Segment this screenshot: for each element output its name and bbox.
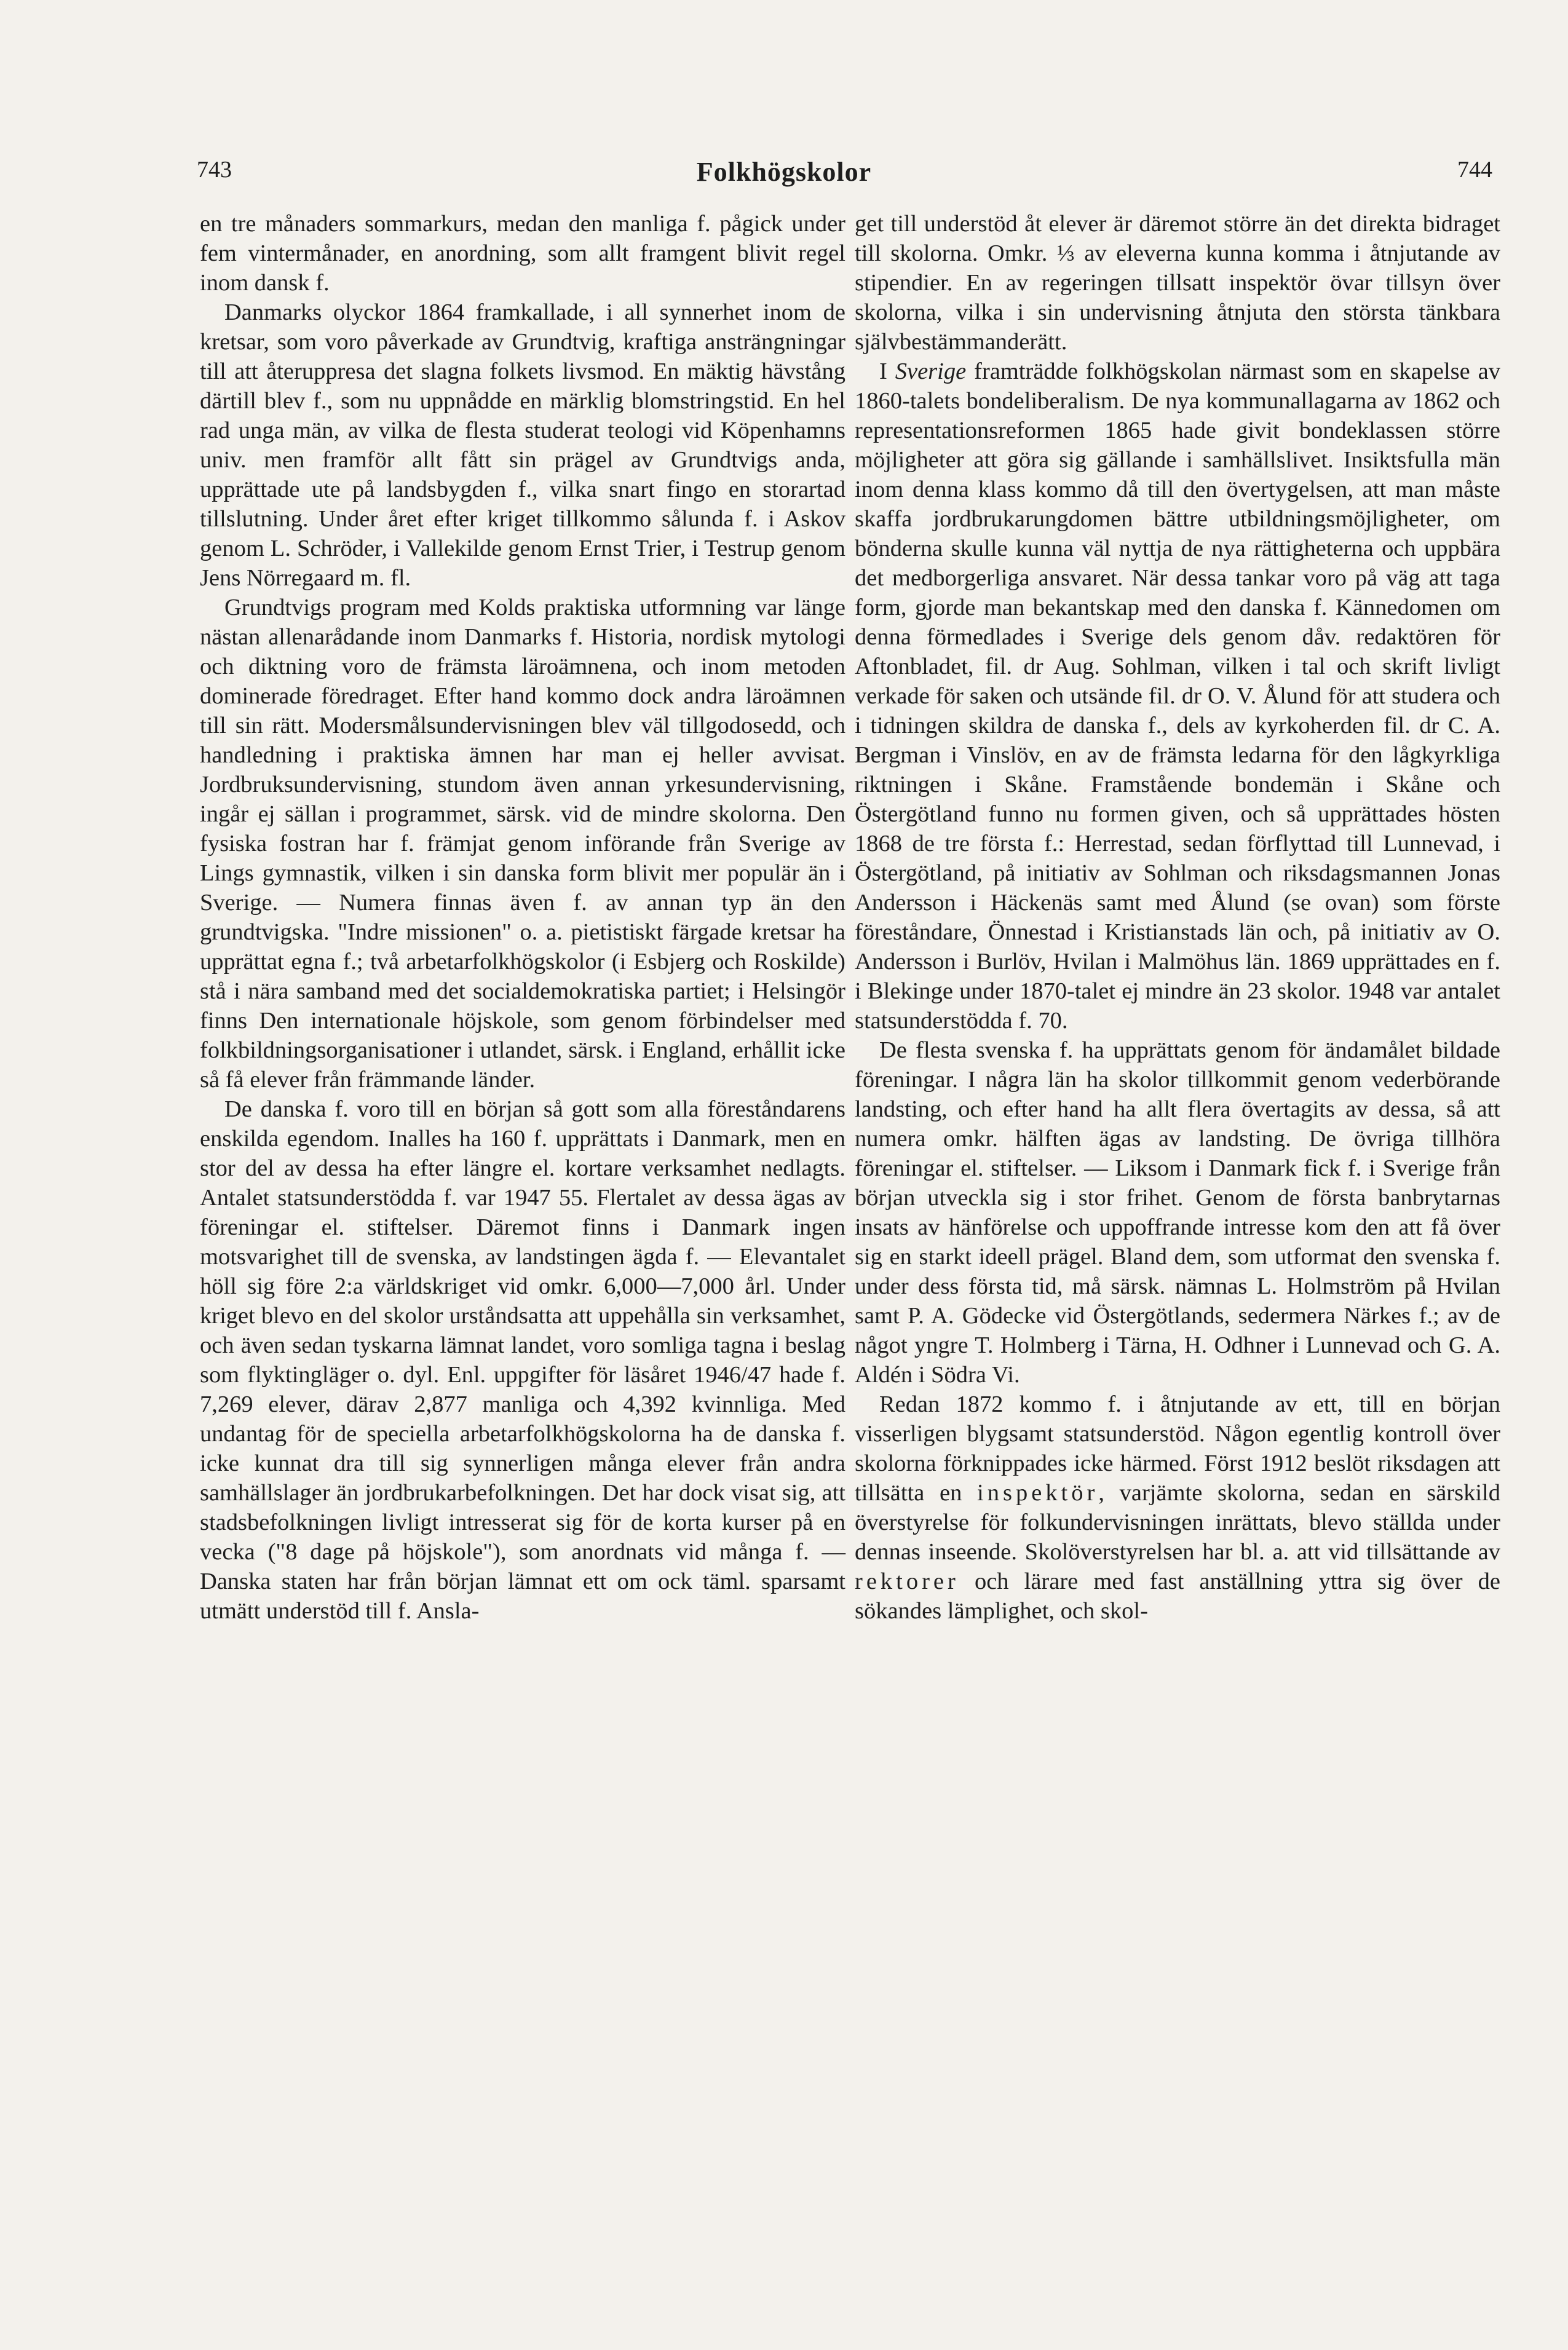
text-run: och lärare med fast anställning yttra sig över de sökandes lämplighet, och skol-: [855, 1569, 1500, 1624]
text-run: Redan 1872 kommo f. i åtnjutande av ett, till en början visserligen blygsamt statsunderstöd. Någon egentlig kontroll över skolorna förknippades icke härmed. Först 1912 beslöt riksdagen att tillsätta en: [855, 1391, 1500, 1506]
paragraph: [855, 1390, 1500, 1626]
text-run: I: [879, 358, 895, 384]
running-title: Folkhögskolor: [696, 157, 872, 187]
emphasized-term: Sverige: [895, 358, 967, 384]
text-run: framträdde folkhögskolan närmast som en skapelse av 1860-talets bondeliberalism. De nya kommunallagarna av 1862 och representationsreformen 1865 hade givit bondeklassen större möjligheter att göra sig gällande i samhällslivet. Insiktsfulla män inom denna klass kommo då till den övertygelsen, att man måste skaffa jordbrukarungdomen bättre utbildningsmöjligheter, om bönderna skulle kunna väl nyttja de nya rättigheterna och uppbära det medborgerliga ansvaret. När dessa tankar voro på väg att taga form, gjorde man bekantskap med den danska f. Kännedomen om denna förmedlades i Sverige dels genom dåv. redaktören för Aftonbladet, fil. dr Aug. Sohlman, vilken i tal och skrift livligt verkade för saken och utsände fil. dr O. V. Ålund för att studera och i tidningen skildra de danska f., dels av kyrkoherden fil. dr C. A. Bergman i Vinslöv, en av de främsta ledarna för den lågkyrkliga riktningen i Skåne. Framstående bondemän i Skåne och Östergötland funno nu formen given, och så upprättades hösten 1868 de tre första f.: Herrestad, sedan förflyttad till Lunnevad, i Östergötland, på initiativ av Sohlman och riksdagsmannen Jonas Andersson i Häckenäs samt med Ålund (se ovan) som förste föreståndare, Önnestad i Kristianstads län och, på initiativ av O. Andersson i Burlöv, Hvilan i Malmöhus län. 1869 upprättades en f. i Blekinge under 1870-talet ej mindre än 23 skolor. 1948 var antalet statsunderstödda f. 70.: [855, 358, 1500, 1034]
spaced-term: inspektör: [977, 1480, 1099, 1506]
spaced-term: rektorer: [855, 1569, 959, 1594]
page-header: [0, 154, 1568, 197]
text-run: , varjämte skolorna, sedan en särskild överstyrelse för folkundervisningen inrättats, blevo ställda under dennas inseende. Skolöverstyrelsen har bl. a. att vid tillsättande av: [855, 1480, 1500, 1565]
paragraph: Grundtvigs program med Kolds praktiska utformning var länge nästan allenarådande inom Danmarks f. Historia, nordisk mytologi och diktning voro de främsta läroämnena, och inom metoden dominerade föredraget. Efter hand kommo dock andra läroämnen till sin rätt. Modersmålsundervisningen blev väl tillgodosedd, och handledning i praktiska ämnen har man ej heller avvisat. Jordbruksundervisning, stundom även annan yrkesundervisning, ingår ej sällan i programmet, särsk. vid de mindre skolorna. Den fysiska fostran har f. främjat genom införande från Sverige av Lings gymnastik, vilken i sin danska form blivit mer populär än i Sverige. — Numera finnas även f. av annan typ än den grundtvigska. "Indre missionen" o. a. pietistiskt färgade kretsar ha upprättat egna f.; två arbetarfolkhögskolor (i Esbjerg och Roskilde) stå i nära samband med det socialdemokratiska partiet; i Helsingör finns Den internationale höjskole, som genom förbindelser med folkbildningsorganisationer i utlandet, särsk. i England, erhållit icke så få elever från främmande länder.: [200, 595, 845, 1093]
paragraph: en tre månaders sommarkurs, medan den manliga f. pågick under fem vintermånader, en anordning, som allt framgent blivit regel inom dansk f.: [200, 211, 845, 296]
page-number-right: 744: [1457, 157, 1492, 183]
paragraph: [855, 357, 1500, 1035]
paragraph: get till understöd åt elever är däremot större än det direkta bidraget till skolorna. Omkr. ⅓ av eleverna kunna komma i åtnjutande av stipendier. En av regeringen tillsatt inspektör övar tillsyn över skolorna, vilka i sin undervisning åtnjuta den största tänkbara självbestämmanderätt.: [855, 211, 1500, 355]
right-column: [855, 209, 1500, 1626]
left-column: [200, 209, 845, 1626]
page-number-left: 743: [197, 157, 232, 183]
paragraph: De flesta svenska f. ha upprättats genom för ändamålet bildade föreningar. I några län ha skolor tillkommit genom vederbörande landsting, och efter hand ha allt flera övertagits av dessa, så att numera omkr. hälften ägas av landsting. De övriga tillhöra föreningar el. stiftelser. — Liksom i Danmark fick f. i Sverige från början utveckla sig i stor frihet. Genom de första banbrytarnas insats av hänförelse och uppoffrande intresse kom den att få över sig en starkt ideell prägel. Bland dem, som utformat den svenska f. under dess första tid, må särsk. nämnas L. Holmström på Hvilan samt P. A. Gödecke vid Östergötlands, sedermera Närkes f.; av de något yngre T. Holmberg i Tärna, H. Odhner i Lunnevad och G. A. Aldén i Södra Vi.: [855, 1037, 1500, 1388]
paragraph: Danmarks olyckor 1864 framkallade, i all synnerhet inom de kretsar, som voro påverkade av Grundtvig, kraftiga ansträngningar till att återuppresa det slagna folkets livsmod. En mäktig hävstång därtill blev f., som nu uppnådde en märklig blomstringstid. En hel rad unga män, av vilka de flesta studerat teologi vid Köpenhamns univ. men framför allt fått sin prägel av Grundtvigs anda, upprättade ute på landsbygden f., vilka snart fingo en storartad tillslutning. Under året efter kriget tillkommo sålunda f. i Askov genom L. Schröder, i Vallekilde genom Ernst Trier, i Testrup genom Jens Nörregaard m. fl.: [200, 299, 845, 591]
paragraph: De danska f. voro till en början så gott som alla föreståndarens enskilda egendom. Inalles ha 160 f. upprättats i Danmark, men en stor del av dessa ha efter längre el. kortare verksamhet nedlagts. Antalet statsunderstödda f. var 1947 55. Flertalet av dessa ägas av föreningar el. stiftelser. Däremot finns i Danmark ingen motsvarighet till de svenska, av landstingen ägda f. — Elevantalet höll sig före 2:a världskriget vid omkr. 6,000—7,000 årl. Under kriget blevo en del skolor urståndsatta att uppehålla sin verksamhet, och även sedan tyskarna lämnat landet, voro somliga tagna i beslag som flyktingläger o. dyl. Enl. uppgifter för läsåret 1946/47 hade f. 7,269 elever, därav 2,877 manliga och 4,392 kvinnliga. Med undantag för de speciella arbetarfolkhögskolorna ha de danska f. icke kunnat dra till sig synnerligen många elever från andra samhällslager än jordbrukarbefolkningen. Det har dock visat sig, att stadsbefolkningen livligt intresserat sig för de korta kurser på en vecka ("8 dage på höjskole"), som anordnats vid många f. — Danska staten har från början lämnat ett om ock täml. sparsamt utmätt understöd till f. Ansla-: [200, 1096, 845, 1624]
